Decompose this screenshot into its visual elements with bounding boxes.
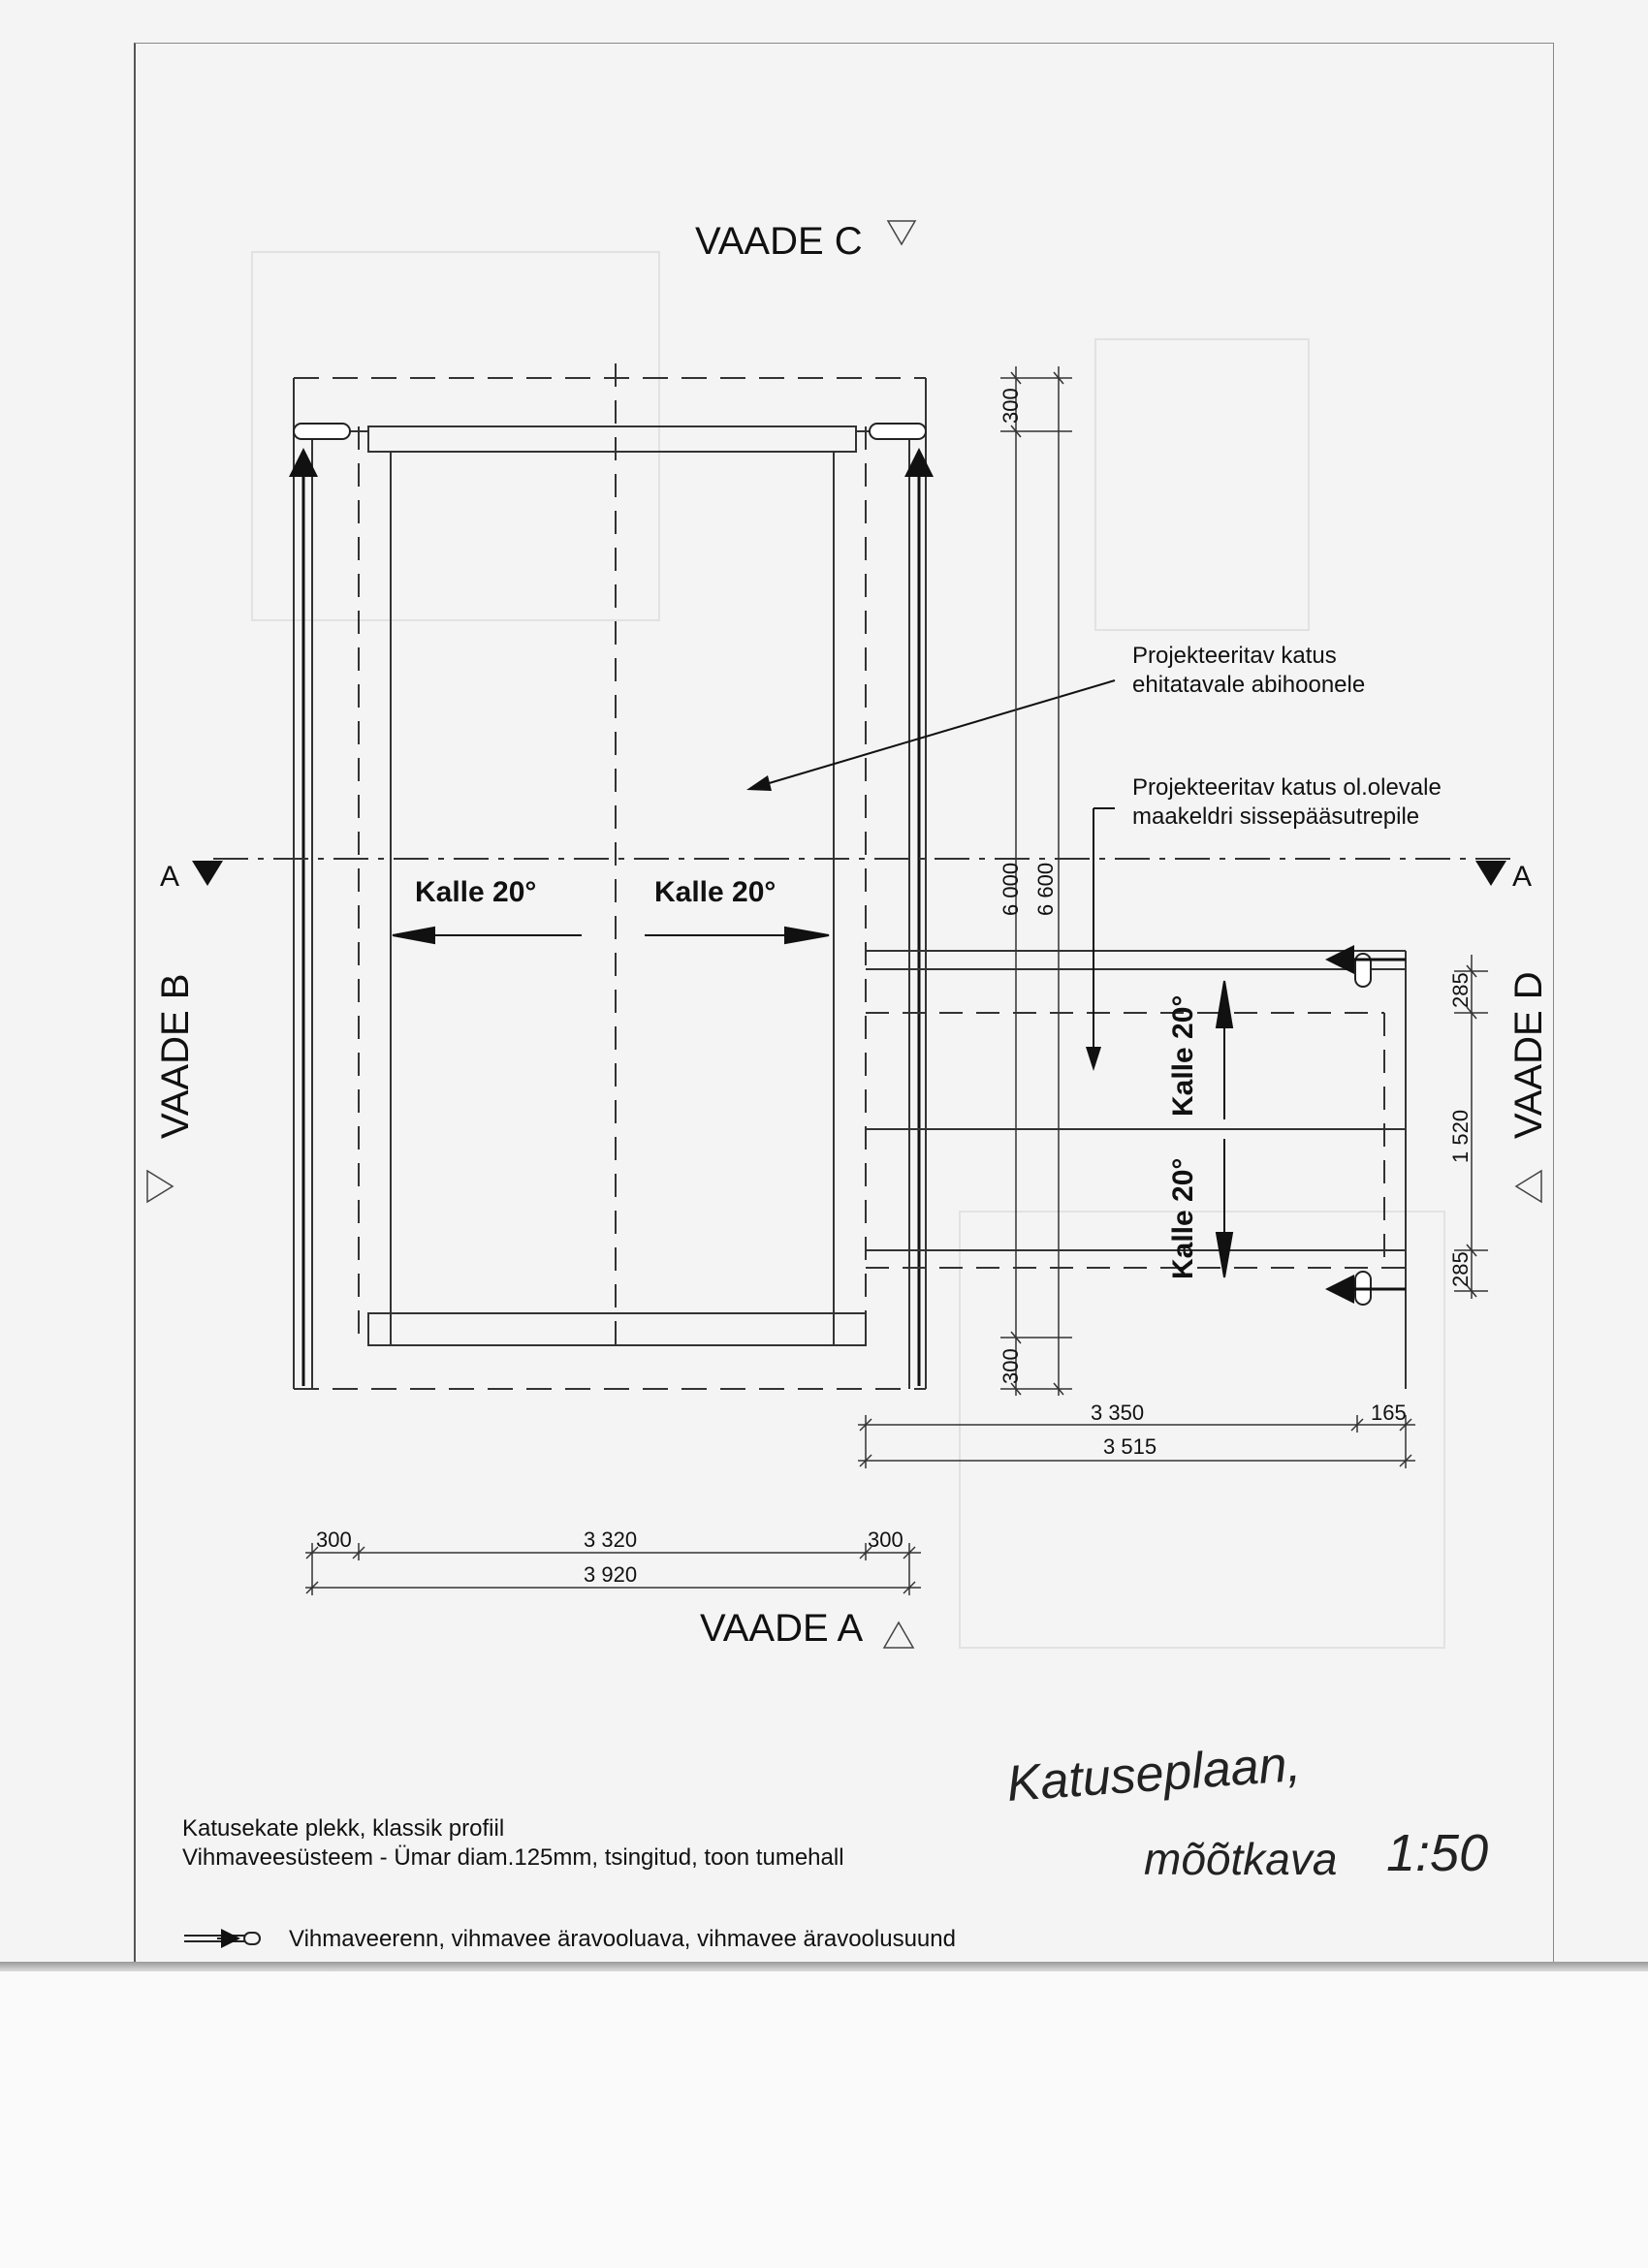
dim-3350: 3 350 — [1091, 1401, 1145, 1425]
note-roofing: Katusekate plekk, klassik profiil — [182, 1815, 505, 1842]
callout-main-roof-line1: Projekteeritav katus — [1132, 643, 1337, 669]
view-c-label: VAADE C — [695, 220, 863, 263]
main-inner-lines — [312, 426, 909, 1345]
view-triangles-outline — [147, 221, 1541, 1648]
dim-bottom-300: 300 — [998, 1348, 1023, 1384]
callout-arrowheads — [746, 775, 1101, 1071]
main-roof-outline — [294, 378, 926, 1389]
dim-3920: 3 920 — [584, 1562, 638, 1587]
dim-1520: 1 520 — [1448, 1109, 1473, 1163]
slope-label-right: Kalle 20° — [654, 876, 776, 908]
callout-main-roof-line2: ehitatavale abihoonele — [1132, 672, 1366, 698]
callout-leaders — [756, 680, 1115, 1061]
page-lower-margin — [0, 1971, 1648, 2268]
callout-cellar-roof-line1: Projekteeritav katus ol.olevale — [1132, 774, 1442, 801]
section-mark-right: A — [1512, 861, 1533, 893]
view-a-label: VAADE A — [700, 1607, 864, 1650]
main-downspout-arrows — [303, 451, 919, 1386]
dim-top-300: 300 — [998, 388, 1023, 424]
callout-cellar-roof-line2: maakeldri sissepääsutrepile — [1132, 803, 1420, 830]
cellar-roof-outline — [866, 951, 1406, 1389]
section-marker-triangles — [192, 861, 1506, 886]
slope-label-left: Kalle 20° — [415, 876, 537, 908]
dim-6600: 6 600 — [1033, 862, 1058, 916]
section-mark-left: A — [160, 861, 180, 893]
main-wall-lines — [359, 363, 866, 1357]
dim-right-300: 300 — [868, 1528, 903, 1552]
main-slope-arrows — [393, 928, 829, 943]
dim-285-top: 285 — [1448, 972, 1473, 1008]
dim-left-300: 300 — [316, 1528, 352, 1552]
view-d-label: VAADE D — [1507, 971, 1550, 1139]
legend-text: Vihmaveerenn, vihmavee äravooluava, vihmavee äravoolusuund — [289, 1926, 956, 1952]
note-rainwater-system: Vihmaveesüsteem - Ümar diam.125mm, tsingitud, toon tumehall — [182, 1844, 844, 1871]
dim-165: 165 — [1371, 1401, 1407, 1425]
slope-label-cellar-top: Kalle 20° — [1167, 994, 1199, 1117]
view-b-label: VAADE B — [154, 973, 197, 1139]
dim-3320: 3 320 — [584, 1528, 638, 1552]
dim-6000: 6 000 — [998, 862, 1023, 916]
handwritten-title: Katuseplaan, — [1004, 1735, 1303, 1812]
handwritten-subtitle: mõõtkava — [1144, 1834, 1338, 1884]
slope-label-cellar-bottom: Kalle 20° — [1167, 1157, 1199, 1279]
dim-3515: 3 515 — [1103, 1434, 1157, 1459]
cellar-downspout-arrows — [1328, 960, 1406, 1289]
legend-symbol — [184, 1933, 260, 1944]
dim-285-bottom: 285 — [1448, 1251, 1473, 1287]
handwritten-scale: 1:50 — [1386, 1824, 1489, 1882]
